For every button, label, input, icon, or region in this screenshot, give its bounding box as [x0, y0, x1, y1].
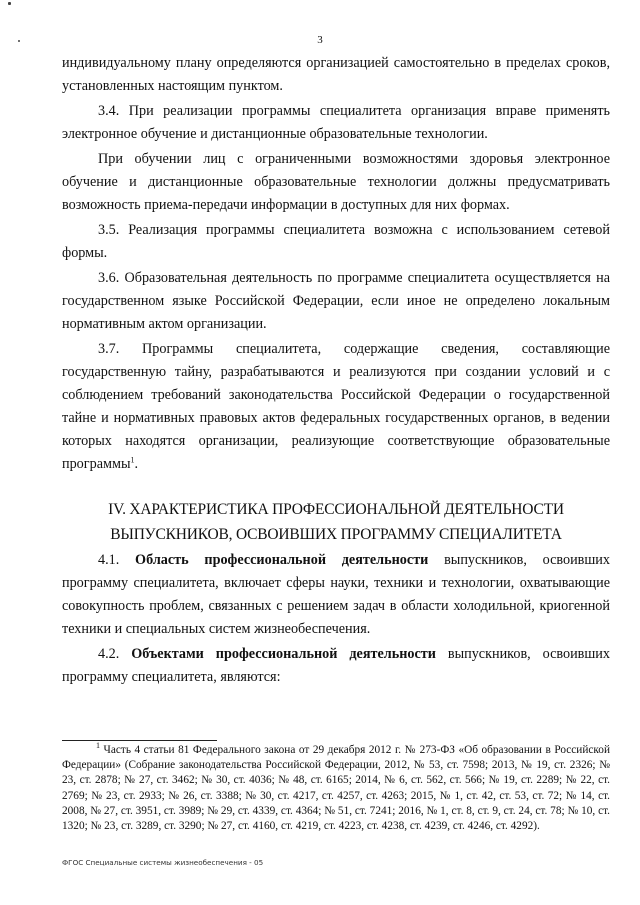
paragraph-4-2-text: выпускников, освоивших программу специалитета, являются:	[62, 646, 610, 685]
page-number: 3	[317, 34, 323, 46]
footnote	[62, 743, 610, 834]
paragraph-4-2-term: Объектами профессиональной деятельности	[131, 646, 436, 662]
paragraph-4-2-number: 4.2.	[98, 646, 120, 662]
paragraph-4-1-number: 4.1.	[98, 552, 120, 568]
paragraph-4-2	[62, 643, 610, 689]
section-heading-line-1: IV. ХАРАКТЕРИСТИКА ПРОФЕССИОНАЛЬНОЙ ДЕЯТЕЛЬНОСТИ	[108, 501, 564, 518]
footnote-text: Часть 4 статьи 81 Федерального закона от 29 декабря 2012 г. № 273-ФЗ «Об образовании в Российской Федерации» (Собрание законодательства Российской Федерации, 2012, № 53, ст. 7598; 2013, № 19, ст. 2326; № 23, ст. 2878; № 27, ст. 3462; № 30, ст. 4036; № 48, ст. 6165; 2014, № 6, ст. 562, ст. 566; № 19, ст. 2289; № 22, ст. 2769; № 23, ст. 2933; № 26, ст. 3388; № 30, ст. 4217, ст. 4257, ст. 4263; 2015, № 1, ст. 42, ст. 53, ст. 72; № 14, ст. 2008, № 27, ст. 3951, ст. 3989; № 29, ст. 4339, ст. 4364; № 51, ст. 7241; 2016, № 1, ст. 8, ст. 9, ст. 24, ст. 78; № 10, ст. 1320; № 23, ст. 3289, ст. 3290; № 27, ст. 4160, ст. 4219, ст. 4223, ст. 4238, ст. 4239, ст. 4246, ст. 4292).	[62, 744, 610, 833]
paragraph-continuation: индивидуальному плану определяются организацией самостоятельно в пределах сроков, установленных настоящим пунктом.	[62, 55, 610, 94]
document-footer: ФГОС Специальные системы жизнеобеспечения - 05	[62, 858, 264, 867]
section-heading-line-2: ВЫПУСКНИКОВ, ОСВОИВШИХ ПРОГРАММУ СПЕЦИАЛИТЕТА	[110, 526, 562, 543]
scan-speck	[8, 2, 11, 5]
section-heading	[62, 497, 610, 547]
paragraph-4-1-term: Область профессиональной деятельности	[135, 552, 429, 568]
footnote-reference: 1	[130, 455, 135, 465]
paragraph-3-7-text: 3.7. Программы специалитета, содержащие сведения, составляющие государственную тайну, разрабатываются и реализуются при создании условий и с соблюдением требований законодательства Российской Федерации о государственной тайне и нормативных правовых актов федеральных государственных органов, в ведении которых находятся организации, реализующие соответствующие образовательные программы	[62, 341, 610, 472]
paragraph-3-4: 3.4. При реализации программы специалитета организация вправе применять электронное обучение и дистанционные образовательные технологии.	[62, 103, 610, 142]
footnote-mark: 1	[96, 741, 100, 751]
footnote-separator	[62, 740, 217, 741]
document-body	[62, 52, 610, 691]
paragraph-4-1-text: выпускников, освоивших программу специалитета, включает сферы науки, техники и технологии, охватывающие совокупность проблем, связанных с решением задач в области холодильной, криогенной техники и специальных систем жизнеобеспечения.	[62, 552, 610, 637]
paragraph-disabilities: При обучении лиц с ограниченными возможностями здоровья электронное обучение и дистанционные образовательные технологии должны предусматривать возможность приема-передачи информации в доступных для них формах.	[62, 151, 610, 213]
paragraph-3-6: 3.6. Образовательная деятельность по программе специалитета осуществляется на государственном языке Российской Федерации, если иное не определено локальным нормативным актом организации.	[62, 270, 610, 332]
paragraph-3-5: 3.5. Реализация программы специалитета возможна с использованием сетевой формы.	[62, 222, 610, 261]
paragraph-4-1	[62, 549, 610, 641]
paragraph-3-7: 3.7. Программы специалитета, содержащие сведения, составляющие государственную тайну, разрабатываются и реализуются при создании условий и с соблюдением требований законодательства Российской Федерации о государственной тайне и нормативных правовых актов федеральных государственных органов, в ведении которых находятся организации, реализующие соответствующие образовательные программы$^1$.	[62, 341, 610, 472]
